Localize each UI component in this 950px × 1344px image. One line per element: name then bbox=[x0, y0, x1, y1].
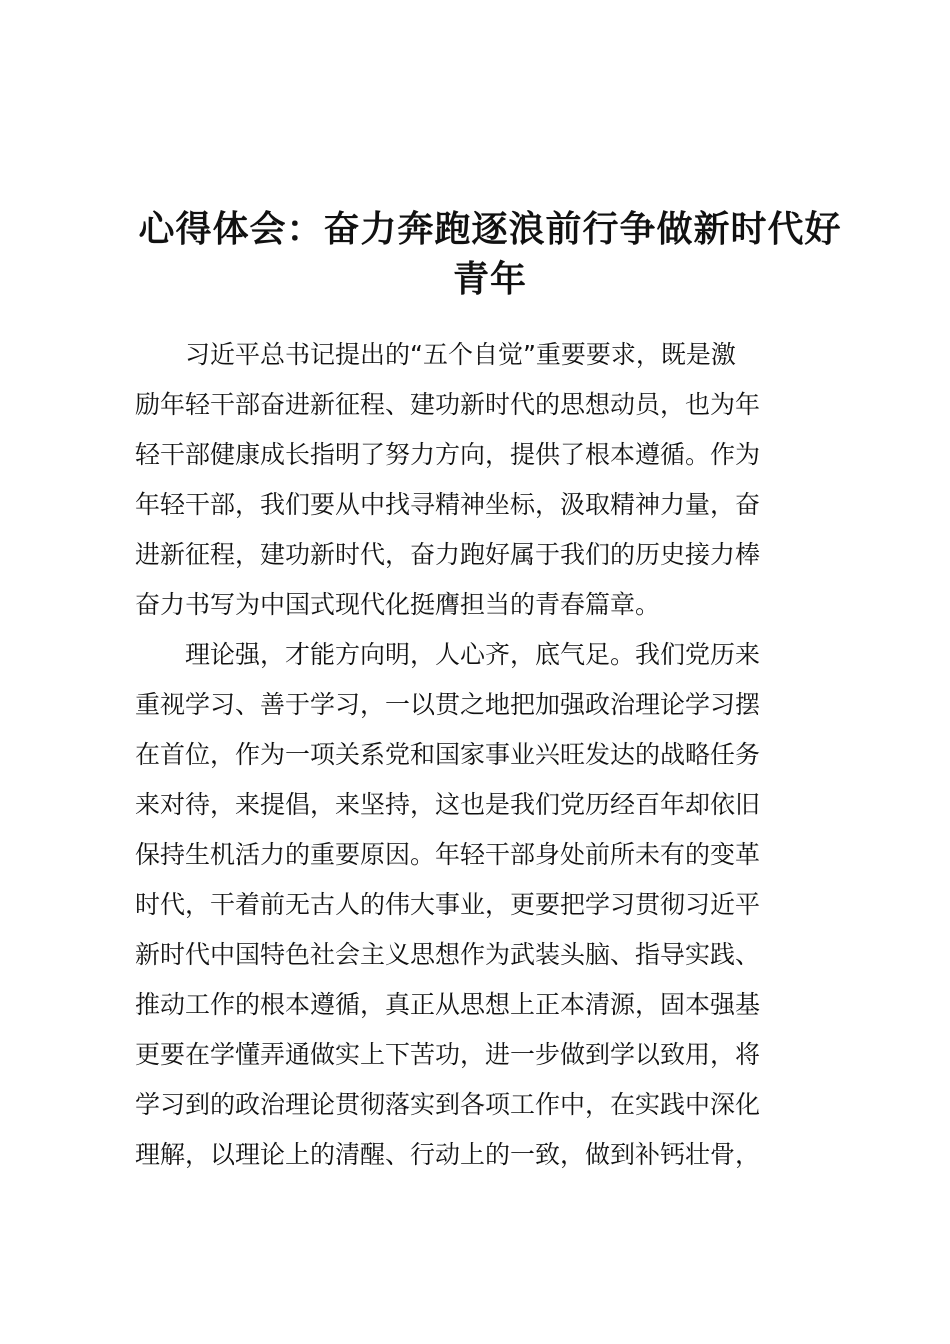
paragraph-line: 时代，干着前无古人的伟大事业，更要把学习贯彻习近平 bbox=[135, 890, 761, 919]
title-line: 心得体会：奋力奔跑逐浪前行争做新时代好 bbox=[138, 209, 842, 250]
paragraph-line: 进新征程，建功新时代，奋力跑好属于我们的历史接力棒 bbox=[135, 540, 761, 569]
paragraph-1 bbox=[135, 330, 835, 630]
paragraph-line: 重视学习、善于学习，一以贯之地把加强政治理论学习摆 bbox=[135, 690, 761, 719]
paragraph-line: 理论强，才能方向明，人心齐，底气足。我们党历来 bbox=[185, 640, 761, 669]
paragraph-line: 年轻干部，我们要从中找寻精神坐标，汲取精神力量，奋 bbox=[135, 490, 761, 519]
paragraph-line: 轻干部健康成长指明了努力方向，提供了根本遵循。作为 bbox=[135, 440, 761, 469]
paragraph-line: 推动工作的根本遵循，真正从思想上正本清源，固本强基 bbox=[135, 990, 761, 1019]
paragraph-line: 习近平总书记提出的“五个自觉”重要要求，既是激 bbox=[185, 340, 736, 369]
paragraph-line: 保持生机活力的重要原因。年轻干部身处前所未有的变革 bbox=[135, 840, 761, 869]
paragraph-line: 奋力书写为中国式现代化挺膺担当的青春篇章。 bbox=[135, 590, 661, 619]
paragraph-line: 新时代中国特色社会主义思想作为武装头脑、指导实践、 bbox=[135, 940, 761, 969]
document-title bbox=[120, 205, 860, 305]
paragraph-line: 更要在学懂弄通做实上下苦功，进一步做到学以致用，将 bbox=[135, 1040, 761, 1069]
paragraph-line: 励年轻干部奋进新征程、建功新时代的思想动员，也为年 bbox=[135, 390, 761, 419]
document-body bbox=[135, 330, 835, 1180]
paragraph-line: 来对待，来提倡，来坚持，这也是我们党历经百年却依旧 bbox=[135, 790, 761, 819]
title-line: 青年 bbox=[452, 259, 527, 300]
paragraph-line: 理解，以理论上的清醒、行动上的一致，做到补钙壮骨， bbox=[135, 1140, 761, 1169]
paragraph-line: 学习到的政治理论贯彻落实到各项工作中，在实践中深化 bbox=[135, 1090, 761, 1119]
paragraph-2 bbox=[135, 630, 835, 1180]
paragraph-line: 在首位，作为一项关系党和国家事业兴旺发达的战略任务 bbox=[135, 740, 761, 769]
